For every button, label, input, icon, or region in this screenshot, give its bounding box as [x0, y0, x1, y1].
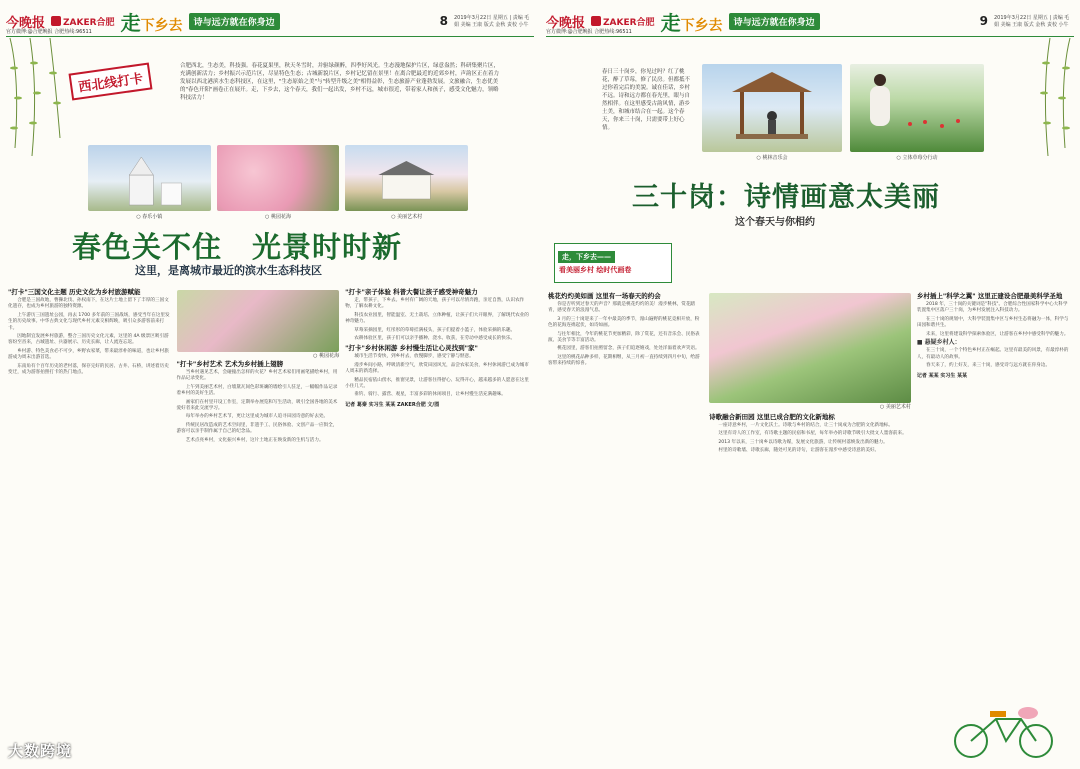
photo-strawberry-greenhouse: [850, 64, 984, 161]
headline: 三十岗：诗情画意太美丽: [632, 182, 940, 213]
bicycle-icon: [946, 701, 1066, 761]
intro-text: 合肥西北，生态美，科技强。春花夏果里，秋天冬雪时，并驱绿颜醉，四季好风光。生态漫地保护片区，绿意盎然；科研集聚片区，充满创新活力；乡村振兴示范片区，尽显特色生态；古城新貌片区，乡村记忆留在景里！在离合肥最近的近郊乡村，声韵区正在着力发展以西北港滨水生态科技区，在这里，"生态原始之美"与"转型升级之美"相得益彰，生态旅游产业蓬勃发展。文旅融合，生态优美的"春色开阳"画卷正在展开。走，下乡去，这个春天，我们一起出发，乡村不远，城市很近，带着家人和孩子，感受文化魅力，领略科技活力！: [180, 63, 500, 101]
section-heading: "打卡"乡村艺术 艺术为乡村插上翅膀: [176, 360, 284, 368]
paragraph: 乡村游、特色美食必不可少，乡野农家菜，带来最淳朴的味道，也让乡村旅游成为周末出游首选。: [8, 348, 169, 361]
willow-branch-icon: [990, 38, 1080, 158]
header-rule: [546, 36, 1074, 37]
byline: 记者 某某 实习生 某某: [916, 372, 968, 379]
church-illustration: [88, 145, 211, 211]
slogan-banner: 诗与远方就在你身边: [189, 13, 280, 30]
article-columns: [548, 290, 1072, 729]
paragraph: 与往年相比，今年的桃花节更加精彩，除了赏花，还有音乐会、民俗表演、美食节等丰富活动。: [548, 331, 700, 344]
paragraph: 艺术点亮乡村，文化振兴乡村，这片土地正在焕发新的生机与活力。: [185, 437, 324, 443]
paragraph: 你是否听到过春天的声音？那就是桃花灼灼的美！漫步桃林，赏花踏青，感受春天的浪漫气息。: [548, 302, 696, 314]
zaker-logo: [591, 15, 655, 28]
column-title-main: 走: [120, 10, 141, 35]
orchard-photo: [177, 290, 340, 359]
page-number: 9: [979, 14, 988, 28]
header-rule: [6, 36, 534, 37]
brand-logo: 今晚报: [546, 15, 586, 31]
article-column-c: [917, 290, 1072, 729]
section-heading: 诗歌融合新田园 这里已成合肥的文化新地标: [709, 413, 835, 421]
photo-caption: ○ 美丽艺术村: [879, 403, 911, 410]
paragraph: 因地制宜发展乡村旅游，整合三国历史文化元素，这里的 4A 级景区吸引游客纷至沓来，古城遗址、兵器展示、历史长廊，让人流连忘返。: [8, 334, 169, 346]
zaker-label: ZAKER合肥: [603, 17, 655, 28]
headline-subtitle: 这个春天与你相约: [735, 217, 815, 228]
paragraph: 画家们在村里开设工作室，定期举办展览和写生活动，吸引全国各地的美术爱好者来此交流学习。: [176, 399, 338, 412]
page-header: [6, 6, 534, 36]
page-meta: 2019年3月22日 星期五 | 责编 毛娟 美编 王康 版式 金秋 责校 小牛: [994, 15, 1070, 28]
paragraph: 科技农业园里，智能温室、无土栽培、立体种植，让孩子们大开眼界，了解现代农业的神奇魅力。: [345, 312, 529, 325]
series-tag-box: [554, 243, 672, 283]
photo-caption: ○ 桃林音乐会: [756, 155, 788, 161]
paragraph: 漫步乡间小路，呼吸清新空气，欣赏田园风光，品尝农家美食，乡村休闲游已成为城市人周末的新选择。: [345, 362, 529, 375]
column-title-up: 下乡去: [680, 17, 723, 34]
series-tag: 走，下乡去——: [558, 251, 615, 263]
byline: 记者 葛秦 实习生 某某 ZAKER合肥 文/图: [345, 401, 440, 408]
section-subheading: ■ 悬疑乡村人：: [916, 339, 961, 347]
header-sub: 官方微博:@合肥晚报 合肥热线:96511: [546, 29, 632, 35]
header-sub: 官方微博:@合肥晚报 合肥热线:96511: [6, 29, 92, 35]
series-tagline: 看美丽乡村 绘时代画卷: [559, 266, 632, 274]
paragraph: 东南角有个百年历史的老村落，保存完好的民居、古井、石桥，讲述着历史变迁，成为游客拍照打卡的热门地点。: [8, 363, 169, 376]
paragraph: 传统民居改造成的艺术空间里，非遗手工、民俗体验、文创产品一应俱全，游客可以亲手制作属于自己的纪念品。: [176, 422, 338, 435]
paragraph: 草莓采摘园里，红彤彤的草莓挂满枝头，孩子们提着小篮子，体验采摘的乐趣。: [354, 327, 516, 333]
paragraph: 精品民宿依山傍水，推窗见景，让游客住得舒心、玩得开心，越来越多的人愿意在这里小住几天。: [345, 377, 529, 390]
section-heading: "打卡"三国文化主题 历史文化为乡村旅游赋能: [8, 288, 141, 296]
headline: 春色关不住 光景时时新: [72, 230, 403, 264]
intro-poem: 春日三十岗乡，你见过吗？红了桃花，醉了草莓，修了民房。但都抵不过你着完后的美貌。诚在佳话，乡村不远。诗和远方都在春光里，眼与自然相伴。在这里感受古韵风情，游乡土美，和城市结合在一起。这个春天，你来三十岗，只需要带上好心情。: [602, 69, 691, 131]
paragraph: 当乡村遇见艺术，会碰撞出怎样的火花？乡村艺术家们用画笔描绘乡村，用作品记录变化。: [176, 370, 338, 382]
zaker-label: ZAKER合肥: [63, 17, 115, 28]
zaker-icon: [591, 16, 601, 26]
slogan-banner: 诗与远方就在你身边: [729, 13, 820, 30]
paragraph: 这里有诗人的工作室，有诗歌主题的民宿和书屋，每年举办的诗歌节吸引大批文人墨客前来。: [718, 431, 907, 437]
paragraph: 春天来了，约上好友，来三十岗，感受诗与远方就在你身边。: [926, 363, 1051, 369]
page-header: [546, 6, 1074, 36]
paragraph: 桃花园里，游客们拍照留念，孩子们追逐嬉戏，处处洋溢着欢声笑语。: [557, 346, 700, 352]
watermark-logo: 大数跨境: [8, 742, 73, 760]
zaker-icon: [51, 16, 61, 26]
column-title-up: 下乡去: [140, 17, 183, 34]
photo-caption: ○ 桃园花海: [265, 214, 291, 220]
paragraph: 2018 年，三十岗的关键词是"科技"。合肥综合性国家科学中心大科学装置集中区落户三十岗，为乡村发展注入科技动力。: [916, 302, 1068, 314]
article-column-a: [548, 290, 703, 729]
paragraph: 合肥是三国故地，曹操北伐、孙权南下，在这片土地上留下了丰厚的三国文化遗存，也成为乡村旅游的独特资源。: [8, 298, 169, 310]
paragraph: 垂钓、骑行、露营、观星，丰富多彩的休闲项目，让乡村慢生活充满趣味。: [354, 392, 506, 398]
photo-chunle-town: [88, 145, 211, 220]
paragraph: 未来，这里将建设科学探索体验区，让游客在乡村中感受科学的魅力。: [926, 331, 1069, 337]
house-illustration: [345, 145, 468, 211]
photo-caption: ○ 春乐小镇: [136, 214, 163, 220]
route-badge: 西北线打卡: [69, 62, 153, 100]
column-title-main: 走: [660, 10, 681, 35]
aerial-village-photo: [709, 293, 911, 410]
brand-logo: 今晚报: [6, 15, 46, 31]
zaker-logo: [51, 15, 115, 28]
paragraph: 走，带孩子，下乡去。乡村有广阔的天地，孩子可以尽情奔跑，亲近自然，认识农作物，了解农耕文化。: [345, 298, 525, 310]
photo-strip: [88, 145, 468, 220]
photo-art-village: [345, 145, 468, 220]
photo-caption: ○ 桃园花海: [313, 352, 340, 359]
section-heading: "打卡"亲子体验 科普大餐让孩子感受神奇魅力: [345, 288, 478, 296]
newspaper-page-right: [540, 0, 1080, 769]
photo-caption: ○ 美丽艺术村: [391, 214, 423, 220]
article-column-b: [709, 290, 911, 729]
pavilion-illustration: [702, 64, 842, 152]
paragraph: 3 月的三十岗迎来了一年中最美的季节，漫山遍野的桃花竞相开放，粉色的花海连绵起伏，如诗如画。: [548, 316, 700, 329]
paragraph: 上午游历三国遗址公园，再去 1700 多年前的三国战场，感受当年在这里发生的历史故事。中华古典文化与现代乡村元素交相辉映，吸引众多游客前来打卡。: [8, 312, 170, 331]
photo-peach-garden: [217, 145, 340, 220]
paragraph: 每年举办的乡村艺术节，更让这里成为城市人追寻田园诗意的好去处。: [185, 414, 329, 420]
column-title: [661, 7, 723, 36]
paragraph: 城市生活节奏快，到乡村去，放慢脚步，感受宁静与惬意。: [354, 354, 474, 360]
photo-caption: ○ 立体草莓分行动: [896, 155, 938, 161]
greenhouse-illustration: [850, 64, 984, 152]
photo-pavilion-concert: [702, 64, 842, 161]
page-meta: 2019年3月22日 星期五 | 责编 毛娟 美编 王康 版式 金秋 责校 小牛: [454, 15, 530, 28]
paragraph: 农耕体验区里，孩子们可以亲手播种、浇水、收获，在劳动中感受成长的快乐。: [354, 336, 516, 342]
column-title: [121, 7, 183, 36]
page-number: 8: [439, 14, 448, 28]
headline-subtitle: 这里，是离城市最近的滨水生态科技区: [135, 264, 322, 277]
article-column-1: [8, 286, 171, 729]
section-heading: "打卡"乡村休闲游 乡村慢生活让心灵找到"家": [345, 344, 478, 353]
paragraph: 在三十岗的规划中，大科学装置集中区与乡村生态将融为一体，科学与田园和谐共生。: [916, 316, 1069, 329]
paragraph: 村里的诗歌墙、诗歌长廊，随处可见的诗句，让游客在漫步中感受诗意的美好。: [718, 448, 880, 454]
article-column-2: [177, 286, 340, 729]
article-columns: [8, 286, 532, 729]
paragraph: 2013 年以来，三十岗乡以诗歌为媒，发展文化旅游，让传统村落焕发出新的魅力。: [718, 439, 888, 445]
paragraph: 在三十岗，一个个特色乡村正在崛起。这里有最美的风景，有最淳朴的人，有最动人的故事。: [916, 348, 1069, 360]
paragraph: 这里的桃花品种多样，花期相继，从三月初一直持续到四月中旬，给游客带来持续的惊喜。: [548, 354, 700, 367]
section-heading: 乡村插上"科学之翼" 这里正建设合肥最美科学圣地: [916, 292, 1063, 300]
paragraph: 一座诗意乡村，一片文化沃土。诗歌与乡村的结合，让三十岗成为合肥的文化新地标。: [718, 423, 893, 428]
paragraph: 上午到美丽艺术村，白墙黛瓦间色彩斑斓的墙绘引人驻足，一幅幅作品记录着乡村的美好生活。: [176, 384, 338, 397]
article-column-3: [345, 286, 532, 729]
section-heading: 桃花灼灼美如画 这里有一场春天的约会: [548, 292, 661, 300]
